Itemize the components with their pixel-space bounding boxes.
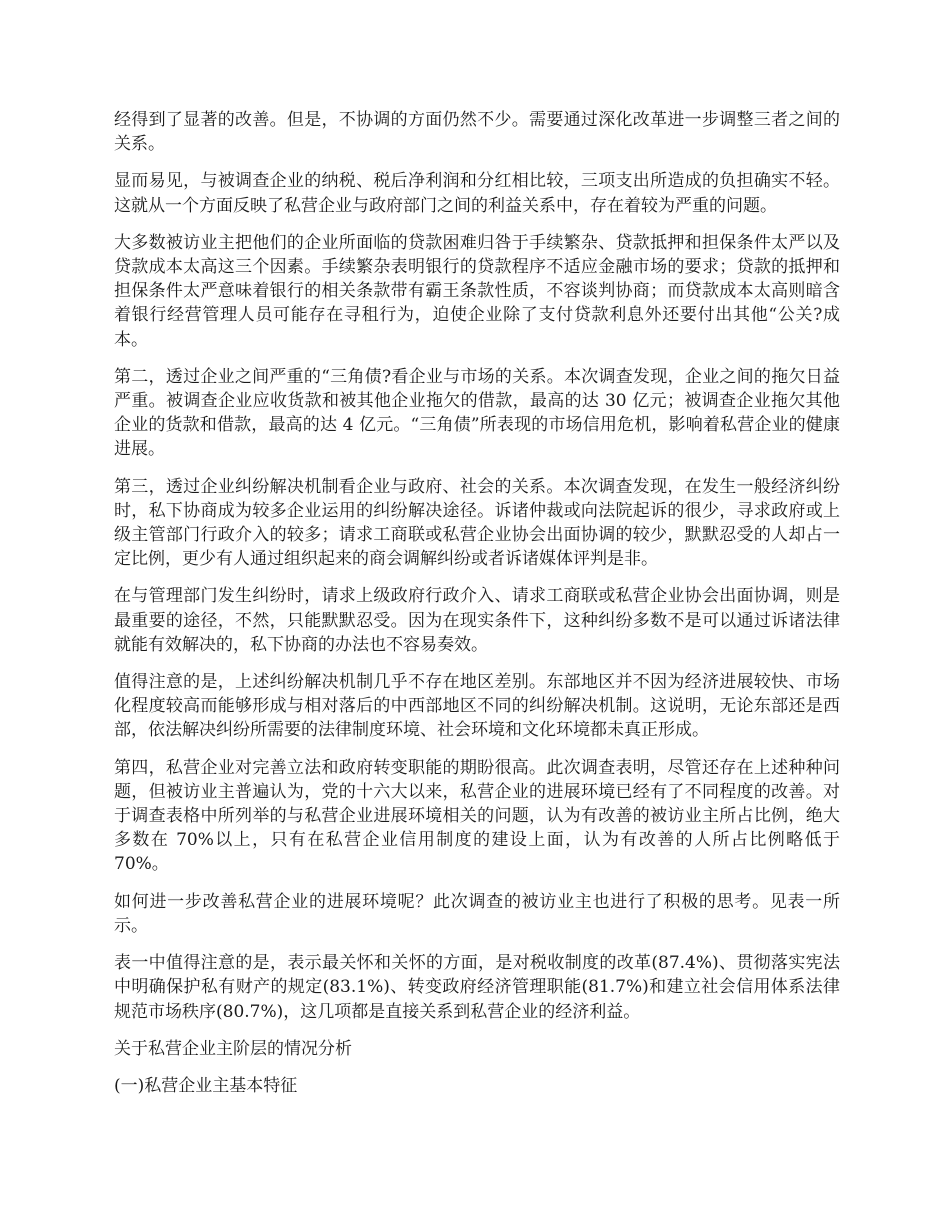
paragraph: 如何进一步改善私营企业的进展环境呢？此次调查的被访业主也进行了积极的思考。见表一所示。: [114, 891, 840, 936]
document-page: [114, 108, 840, 1111]
paragraph: 值得注意的是，上述纠纷解决机制几乎不存在地区差别。东部地区并不因为经济进展较快、市场化程度较高而能够形成与相对落后的中西部地区不同的纠纷解决机制。这说明，无论东部还是西部，依法解决纠纷所需要的法律制度环境、社会环境和文化环境都未真正形成。: [114, 672, 840, 741]
paragraph: 第四，私营企业对完善立法和政府转变职能的期盼很高。此次调查表明，尽管还存在上述种种问题，但被访业主普遍认为，党的十六大以来，私营企业的进展环境已经有了不同程度的改善。对于调查表格中所列举的与私营企业进展环境相关的问题，认为有改善的被访业主所占比例，绝大多数在 70%以上，只有在私营企业信用制度的建设上面，认为有改善的人所占比例略低于 70%。: [114, 757, 840, 875]
paragraph: 显而易见，与被调查企业的纳税、税后净利润和分红相比较，三项支出所造成的负担确实不轻。这就从一个方面反映了私营企业与政府部门之间的利益关系中，存在着较为严重的问题。: [114, 171, 840, 216]
paragraph: 第二，透过企业之间严重的“三角债?看企业与市场的关系。本次调查发现，企业之间的拖欠日益严重。被调查企业应收货款和被其他企业拖欠的借款，最高的达 30 亿元；被调查企业拖欠其他企业的货款和借款，最高的达 4 亿元。“三角债”所表现的市场信用危机，影响着私营企业的健康进展。: [114, 366, 840, 460]
paragraph: 第三，透过企业纠纷解决机制看企业与政府、社会的关系。本次调查发现，在发生一般经济纠纷时，私下协商成为较多企业运用的纠纷解决途径。诉诸仲裁或向法院起诉的很少，寻求政府或上级主管部门行政介入的较多；请求工商联或私营企业协会出面协调的较少，默默忍受的人却占一定比例，更少有人通过组织起来的商会调解纠纷或者诉诸媒体评判是非。: [114, 476, 840, 570]
section-heading: 关于私营企业主阶层的情况分析: [114, 1038, 352, 1059]
paragraph: 大多数被访业主把他们的企业所面临的贷款困难归咎于手续繁杂、贷款抵押和担保条件太严以及贷款成本太高这三个因素。手续繁杂表明银行的贷款程序不适应金融市场的要求；贷款的抵押和担保条件太严意味着银行的相关条款带有霸王条款性质，不容谈判协商；而贷款成本太高则暗含着银行经营管理人员可能存在寻租行为，迫使企业除了支付贷款利息外还要付出其他“公关?成本。: [114, 232, 840, 350]
subsection-heading: (一)私营企业主基本特征: [114, 1075, 298, 1096]
paragraph: 表一中值得注意的是，表示最关怀和关怀的方面，是对税收制度的改革(87.4%)、贯彻落实宪法中明确保护私有财产的规定(83.1%)、转变政府经济管理职能(81.7%)和建立社会信用体系法律规范市场秩序(80.7%)，这几项都是直接关系到私营企业的经济利益。: [114, 953, 840, 1022]
paragraph: 在与管理部门发生纠纷时，请求上级政府行政介入、请求工商联或私营企业协会出面协调，则是最重要的途径，不然，只能默默忍受。因为在现实条件下，这种纠纷多数不是可以通过诉诸法律就能有效解决的，私下协商的办法也不容易奏效。: [114, 586, 840, 655]
paragraph: 经得到了显著的改善。但是，不协调的方面仍然不少。需要通过深化改革进一步调整三者之间的关系。: [114, 110, 840, 155]
